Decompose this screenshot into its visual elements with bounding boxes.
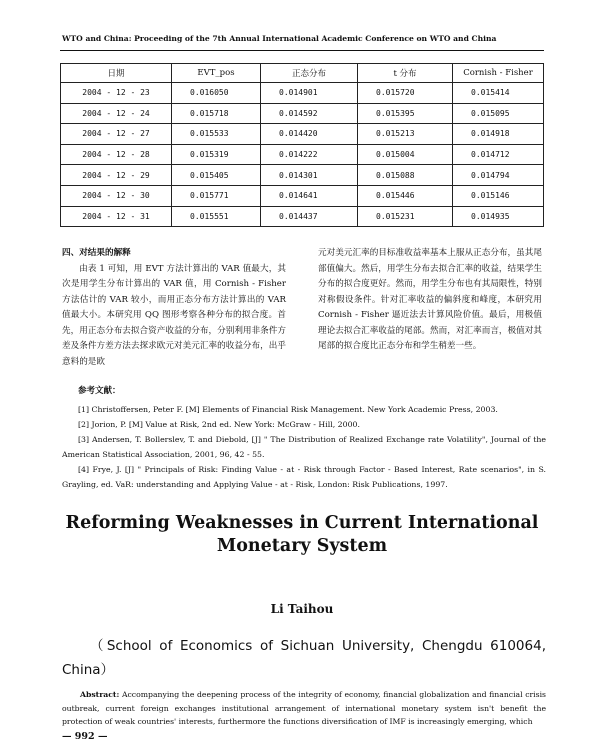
value-cell: 0.014437 <box>261 206 358 227</box>
value-cell: 0.014592 <box>261 103 358 124</box>
value-cell: 0.015004 <box>358 144 453 165</box>
value-cell: 0.015720 <box>358 83 453 104</box>
table-row <box>61 185 544 206</box>
value-cell: 0.014641 <box>261 185 358 206</box>
section-heading: 四、对结果的解释 <box>62 248 131 258</box>
value-cell: 0.015231 <box>358 206 453 227</box>
table-row <box>61 165 544 186</box>
table-row <box>61 206 544 227</box>
table-header-cell: EVT_pos <box>172 64 261 83</box>
table-row <box>61 144 544 165</box>
references-title: 参考文献： <box>78 386 121 396</box>
article-title: Reforming Weaknesses in Current International Monetary System <box>65 513 539 556</box>
value-cell: 0.016050 <box>172 83 261 104</box>
table-header-cell: Cornish - Fisher <box>453 64 544 83</box>
value-cell: 0.015405 <box>172 165 261 186</box>
table-header-row <box>61 64 544 83</box>
value-cell: 0.015533 <box>172 124 261 145</box>
right-column <box>318 246 542 355</box>
value-cell: 0.015395 <box>358 103 453 124</box>
value-cell: 0.014794 <box>453 165 544 186</box>
value-cell: 0.014901 <box>261 83 358 104</box>
date-cell: 2004 - 12 - 31 <box>61 206 172 227</box>
reference-item: [4] Frye, J. [J] " Principals of Risk: Finding Value - at - Risk through Factor - Based Interest, Rate scenarios", in S. Grayling, ed. VaR: understanding and Applying Value - at - Risk, London: Risk Publications, 1997. <box>62 465 546 489</box>
author-name: Li Taihou <box>270 602 334 616</box>
table-row <box>61 103 544 124</box>
value-cell: 0.014712 <box>453 144 544 165</box>
header-divider <box>60 50 544 51</box>
value-cell: 0.015718 <box>172 103 261 124</box>
table-header-cell: t 分布 <box>358 64 453 83</box>
running-header: WTO and China: Proceeding of the 7th Annual International Academic Conference on WTO and China <box>62 34 497 43</box>
value-cell: 0.014301 <box>261 165 358 186</box>
date-cell: 2004 - 12 - 27 <box>61 124 172 145</box>
abstract-label: Abstract: <box>80 690 120 699</box>
abstract <box>62 688 546 729</box>
value-cell: 0.015771 <box>172 185 261 206</box>
value-cell: 0.015551 <box>172 206 261 227</box>
date-cell: 2004 - 12 - 30 <box>61 185 172 206</box>
date-cell: 2004 - 12 - 24 <box>61 103 172 124</box>
value-cell: 0.015213 <box>358 124 453 145</box>
value-cell: 0.015414 <box>453 83 544 104</box>
table-row <box>61 124 544 145</box>
value-cell: 0.015319 <box>172 144 261 165</box>
value-cell: 0.014935 <box>453 206 544 227</box>
value-cell: 0.014420 <box>261 124 358 145</box>
table-header-cell: 日期 <box>61 64 172 83</box>
reference-item: [1] Christoffersen, Peter F. [M] Elements of Financial Risk Management. New York Academic Press, 2003. <box>78 405 498 414</box>
value-cell: 0.014918 <box>453 124 544 145</box>
value-cell: 0.015146 <box>453 185 544 206</box>
references-list <box>62 402 546 492</box>
value-cell: 0.014222 <box>261 144 358 165</box>
page-number: — 992 — <box>62 731 108 742</box>
var-results-table <box>60 63 544 227</box>
table-header-cell: 正态分布 <box>261 64 358 83</box>
date-cell: 2004 - 12 - 23 <box>61 83 172 104</box>
reference-item: [2] Jorion, P. [M] Value at Risk, 2nd ed. New York: McGraw - Hill, 2000. <box>78 420 360 429</box>
reference-item: [3] Andersen, T. Bollerslev, T. and Diebold, [J] " The Distribution of Realized Exchange rate Volatility", Journal of the American Statistical Association, 2001, 96, 42 - 55. <box>62 435 546 459</box>
value-cell: 0.015446 <box>358 185 453 206</box>
author-affiliation: （School of Economics of Sichuan University, Chengdu 610064, China） <box>62 638 546 678</box>
body-text-right: 元对美元汇率的目标准收益率基本上服从正态分布，虽其尾部值偏大。然后，用学生分布去拟合汇率的收益，结果学生分布的拟合度更好。然而，用学生分布也有其局限性，特别对称假设条件。针对汇率收益的偏斜度和峰度，本研究用 Cornish - Fisher 逼近法去计算风险价值。最后，用极值理论去拟合汇率收益的尾部。然而，对汇率而言，极值对其尾部的拟合度比正态分布和学生稍差一些。 <box>318 248 542 351</box>
abstract-text: Accompanying the deepening process of the integrity of economy, financial globalization and financial crisis outbreak, current foreign exchanges institutional arrangement of international monetary system isn't benefit the protection of weak countries' interests, furthermore the functions diversification of IMF is increasingly emerging, which <box>62 690 546 726</box>
date-cell: 2004 - 12 - 29 <box>61 165 172 186</box>
value-cell: 0.015095 <box>453 103 544 124</box>
value-cell: 0.015088 <box>358 165 453 186</box>
table-row <box>61 83 544 104</box>
left-column <box>62 246 286 370</box>
date-cell: 2004 - 12 - 28 <box>61 144 172 165</box>
body-text-left: 由表 1 可知，用 EVT 方法计算出的 VAR 值最大，其次是用学生分布计算出的 VAR 值，用 Cornish - Fisher 方法估计的 VAR 较小，而用正态分布方法计算出的 VAR 值最大小。本研究用 QQ 图形考察各种分布的拟合度。首先，用正态分布去拟合资产收益的分布，分别利用非条件方差及条件方差方法去探求欧元对美元汇率的收益分布，出乎意料的是欧 <box>62 263 286 367</box>
